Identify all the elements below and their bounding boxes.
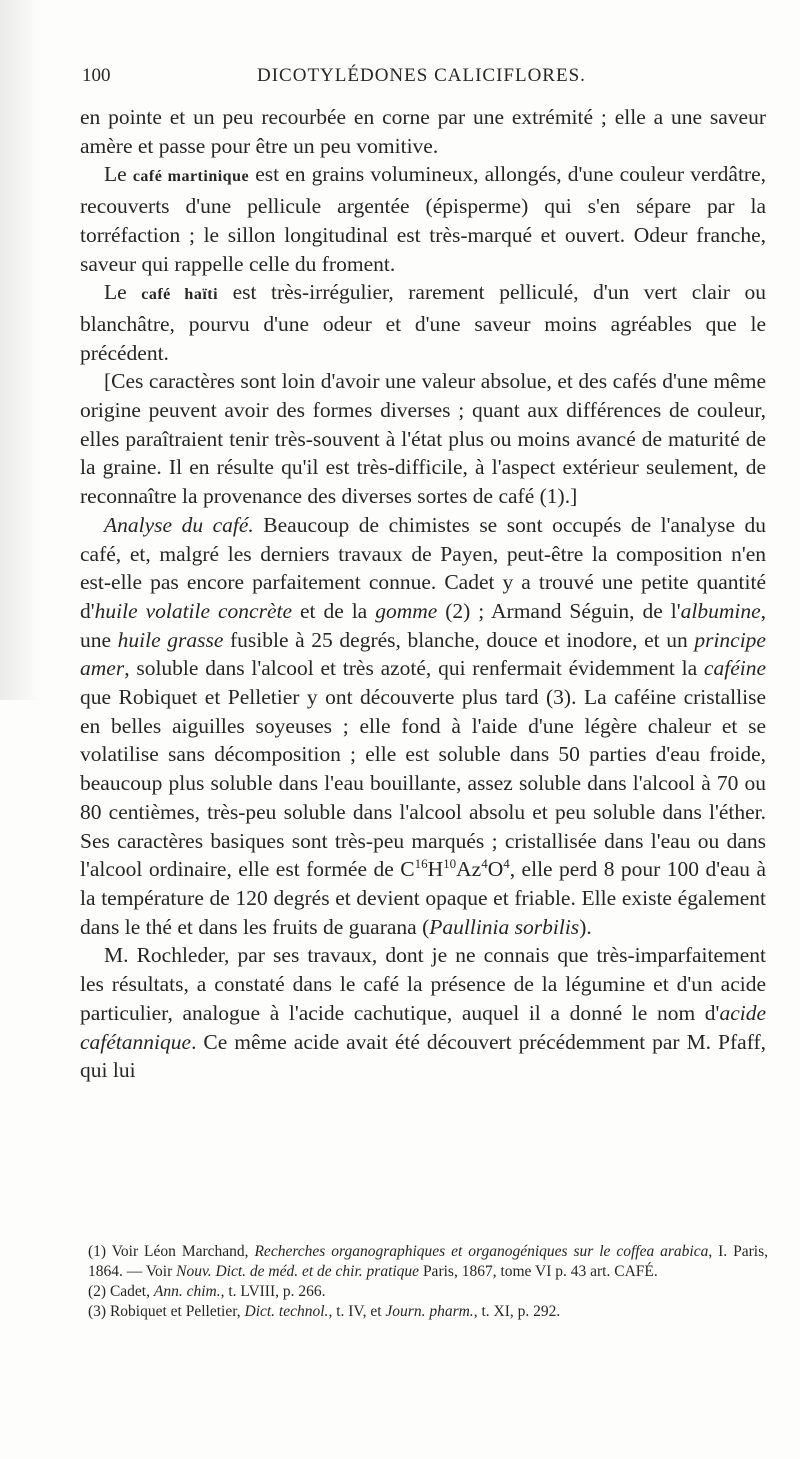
footnote-3 xyxy=(88,1302,768,1322)
section-title-analyse: Analyse du café. xyxy=(104,512,254,537)
analyse-text-3: (2) ; Armand Séguin, de l' xyxy=(437,598,681,623)
footnote-3-e: , t. XI, p. 292. xyxy=(473,1303,561,1320)
analyse-text-9: ). xyxy=(579,914,592,939)
formula-h-index: 10 xyxy=(443,856,457,872)
term-gomme: gomme xyxy=(375,598,438,623)
footnote-3-dict: Dict. technol. xyxy=(244,1303,329,1320)
footnote-1-c: , I. Paris, 1864. — Voir xyxy=(88,1243,768,1280)
paragraph-3-lead: Le xyxy=(104,280,142,305)
footnote-2-a: (2) Cadet, xyxy=(88,1283,154,1300)
term-acide-cafetannique: acide cafétannique xyxy=(80,1000,766,1054)
formula-c: C xyxy=(400,857,415,882)
paragraph-martinique xyxy=(80,160,766,278)
footnote-2-c: , t. LVIII, p. 266. xyxy=(220,1283,326,1300)
analyse-text-8: , elle perd 8 pour 100 d'eau à la température de 120 degrés et devient opaque et friable. Elle existe également dans le thé et dans les fruits de guarana ( xyxy=(80,857,766,939)
formula-h: H xyxy=(427,857,444,882)
formula-c-index: 16 xyxy=(414,856,428,872)
analyse-text-2: et de la xyxy=(292,598,376,623)
formula-az-index: 4 xyxy=(481,856,488,872)
footnote-3-journal: Journ. pharm. xyxy=(385,1303,474,1320)
page-edge-shadow xyxy=(0,0,40,700)
rochleder-text-2: . Ce même acide avait été découvert précédemment par M. Pfaff, qui lui xyxy=(80,1029,766,1083)
footnote-1-dict: Nouv. Dict. de méd. et de chir. pratique xyxy=(176,1263,420,1280)
paragraph-haiti xyxy=(80,278,766,367)
paragraph-1-text: en pointe et un peu recourbée en corne par une extrémité ; elle a une saveur amère et passe pour être un peu vomitive. xyxy=(80,105,766,158)
paragraph-1 xyxy=(80,103,766,160)
term-albumine: albumine xyxy=(680,598,761,623)
analyse-text-6: , soluble dans l'alcool et très azoté, qui renfermait évidemment la xyxy=(124,656,704,681)
term-cafe-martinique: café martinique xyxy=(132,168,250,186)
paragraph-analyse xyxy=(80,511,766,942)
rochleder-text-1: M. Rochleder, par ses travaux, dont je ne connais que très-imparfaitement les résultats, a constaté dans le café la présence de la légumine et d'un acide particulier, analogue à l'acide cachutique, auquel il a donné le nom d' xyxy=(80,943,766,1025)
analyse-text-1: Beaucoup de chimistes se sont occupés de l'analyse du café, et, malgré les derniers travaux de Payen, peut-être la composition n'en est-elle pas encore parfaitement connue. Cadet y a trouvé une petite quantité d' xyxy=(80,512,766,623)
term-huile-volatile: huile volatile concrète xyxy=(94,598,293,623)
paragraph-4-text: [Ces caractères sont loin d'avoir une valeur absolue, et des cafés d'une même origine peuvent avoir des formes diverses ; quant aux différences de couleur, elles paraîtraient tenir très-souvent à l'état plus ou moins avancé de maturité de la graine. Il en résulte qu'il est très-difficile, à l'aspect extérieur seulement, de reconnaître la provenance des diverses sortes de café (1).] xyxy=(80,369,766,509)
analyse-text-7: que Robiquet et Pelletier y ont découverte plus tard (3). La caféine cristallise en belles aiguilles soyeuses ; elle fond à l'aide d'une légère chaleur et se volatilise sans décomposition ; elle est soluble dans 50 parties d'eau froide, beaucoup plus soluble dans l'eau bouillante, assez soluble dans l'alcool à 70 ou 80 centièmes, très-peu soluble dans l'alcool absolu et peu soluble dans l'éther. Ses caractères basiques sont très-peu marqués ; cristallisée dans l'eau ou dans l'alcool ordinaire, elle est formée de xyxy=(80,685,766,882)
footnote-1-a: (1) Voir Léon Marchand, xyxy=(88,1243,255,1260)
page-header xyxy=(82,65,772,95)
footnote-2-journal: Ann. chim. xyxy=(153,1283,221,1300)
term-principe-amer: principe amer xyxy=(80,627,766,681)
paragraph-rochleder xyxy=(80,941,766,1085)
formula-az: Az xyxy=(456,857,482,882)
term-cafeine: caféine xyxy=(703,656,766,681)
chemical-formula xyxy=(400,857,509,881)
paragraph-bracket-note xyxy=(80,367,766,511)
main-text xyxy=(80,103,766,1085)
footnote-1-e: Paris, 1867, tome VI p. 43 art. CAFÉ. xyxy=(419,1263,658,1280)
running-title: DICOTYLÉDONES CALICIFLORES. xyxy=(257,65,586,86)
term-cafe-haiti: café haïti xyxy=(141,286,219,304)
footnote-3-c: , t. IV, et xyxy=(328,1303,386,1320)
formula-o: O xyxy=(487,857,504,882)
paragraph-2-text: est en grains volumineux, allongés, d'une couleur verdâtre, recouverts d'une pellicule argentée (épisperme) qui s'en sépare par la torréfaction ; le sillon longitudinal est très-marqué et ouvert. Odeur franche, saveur qui rappelle celle du froment. xyxy=(80,162,766,276)
analyse-text-5: fusible à 25 degrés, blanche, douce et inodore, et un xyxy=(223,627,695,652)
footnote-2 xyxy=(88,1282,768,1302)
footnote-1 xyxy=(88,1242,768,1282)
footnotes xyxy=(88,1242,768,1322)
footnote-3-a: (3) Robiquet et Pelletier, xyxy=(88,1303,245,1320)
term-huile-grasse: huile grasse xyxy=(117,627,224,652)
paragraph-2-lead: Le xyxy=(104,162,133,187)
formula-o-index: 4 xyxy=(503,856,510,872)
analyse-text-4: , une xyxy=(80,598,766,652)
page-number: 100 xyxy=(82,65,111,86)
term-paullinia: Paullinia sorbilis xyxy=(429,914,580,939)
paragraph-3-text: est très-irrégulier, rarement pelliculé, d'un vert clair ou blanchâtre, pourvu d'une odeur et d'une saveur moins agréables que le précédent. xyxy=(80,280,766,365)
footnote-1-title: Recherches organographiques et organogéniques sur le coffea arabica xyxy=(254,1243,709,1260)
